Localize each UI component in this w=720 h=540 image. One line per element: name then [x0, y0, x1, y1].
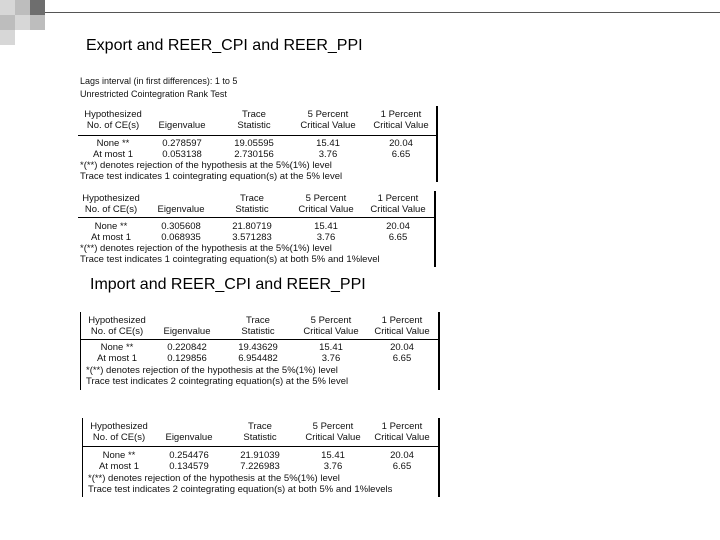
header-statistic: Statistic [235, 204, 269, 215]
header-hypothesized: Hypothesized [84, 109, 142, 120]
row-cv5: 15.41 [319, 342, 343, 353]
header-trace: Trace [248, 421, 272, 432]
panel-border [82, 418, 83, 497]
header-eigenvalue: Eigenvalue [157, 204, 205, 215]
row-cv5: 15.41 [314, 221, 338, 232]
row-eigenvalue: 0.254476 [169, 450, 209, 461]
panel-border [434, 191, 436, 267]
header-5-percent: 5 Percent [307, 109, 349, 120]
table-note: Trace test indicates 2 cointegrating equation(s) at both 5% and 1%levels [88, 484, 393, 495]
header-5-percent: 5 Percent [305, 193, 347, 204]
corner-square [30, 0, 45, 15]
header-rule [78, 135, 438, 136]
header-statistic: Statistic [237, 120, 271, 131]
row-cv5: 3.76 [321, 353, 341, 364]
row-cv5: 3.76 [323, 461, 343, 472]
corner-square [15, 15, 30, 30]
import-heading: Import and REER_CPI and REER_PPI [90, 276, 366, 293]
header-no-ce: No. of CE(s) [84, 204, 138, 215]
row-ce: None ** [96, 138, 130, 149]
row-ce: None ** [100, 342, 134, 353]
header-critical-value: Critical Value [300, 120, 356, 131]
header-eigenvalue: Eigenvalue [163, 326, 211, 337]
row-trace: 19.05595 [234, 138, 274, 149]
header-no-ce: No. of CE(s) [92, 432, 146, 443]
row-ce: None ** [94, 221, 128, 232]
table-note: Trace test indicates 2 cointegrating equation(s) at the 5% level [86, 376, 349, 387]
row-cv5: 15.41 [321, 450, 345, 461]
header-statistic: Statistic [241, 326, 275, 337]
header-trace: Trace [242, 109, 266, 120]
row-trace: 19.43629 [238, 342, 278, 353]
row-trace: 3.571283 [232, 232, 272, 243]
header-no-ce: No. of CE(s) [86, 120, 140, 131]
header-1-percent: 1 Percent [380, 109, 422, 120]
row-cv5: 15.41 [316, 138, 340, 149]
panel-border [438, 418, 440, 497]
header-rule [78, 217, 436, 218]
row-cv1: 20.04 [390, 450, 414, 461]
corner-square [30, 15, 45, 30]
table-note: *(**) denotes rejection of the hypothesis at the 5%(1%) level [80, 243, 332, 254]
table-note: *(**) denotes rejection of the hypothesis at the 5%(1%) level [88, 473, 340, 484]
header-statistic: Statistic [243, 432, 277, 443]
row-ce: At most 1 [96, 353, 138, 364]
header-critical-value: Critical Value [374, 326, 430, 337]
header-critical-value: Critical Value [303, 326, 359, 337]
row-cv1: 6.65 [388, 232, 408, 243]
header-rule [82, 446, 440, 447]
row-trace: 2.730156 [234, 149, 274, 160]
corner-square [0, 15, 15, 30]
cointegration-table [78, 191, 436, 267]
cointegration-table [80, 312, 440, 390]
row-eigenvalue: 0.220842 [167, 342, 207, 353]
header-eigenvalue: Eigenvalue [165, 432, 213, 443]
export-heading: Export and REER_CPI and REER_PPI [86, 37, 363, 54]
panel-border [436, 106, 438, 182]
cointegration-table [78, 106, 438, 182]
header-1-percent: 1 Percent [381, 421, 423, 432]
row-cv5: 3.76 [318, 149, 338, 160]
header-1-percent: 1 Percent [377, 193, 419, 204]
corner-square [0, 0, 15, 15]
corner-square [15, 0, 30, 15]
lags-line: Lags interval (in first differences): 1 to 5 [80, 76, 238, 86]
header-trace: Trace [246, 315, 270, 326]
row-eigenvalue: 0.305608 [161, 221, 201, 232]
row-eigenvalue: 0.134579 [169, 461, 209, 472]
row-eigenvalue: 0.053138 [162, 149, 202, 160]
header-critical-value: Critical Value [298, 204, 354, 215]
row-cv1: 20.04 [386, 221, 410, 232]
header-no-ce: No. of CE(s) [90, 326, 144, 337]
header-critical-value: Critical Value [373, 120, 429, 131]
row-trace: 6.954482 [238, 353, 278, 364]
header-hypothesized: Hypothesized [82, 193, 140, 204]
header-5-percent: 5 Percent [310, 315, 352, 326]
header-trace: Trace [240, 193, 264, 204]
row-cv1: 6.65 [391, 149, 411, 160]
row-ce: At most 1 [90, 232, 132, 243]
title-rule [45, 12, 720, 13]
table-note: Trace test indicates 1 cointegrating equation(s) at both 5% and 1%level [80, 254, 380, 265]
header-rule [80, 339, 440, 340]
corner-square [0, 30, 15, 45]
header-hypothesized: Hypothesized [90, 421, 148, 432]
table-note: *(**) denotes rejection of the hypothesis at the 5%(1%) level [80, 160, 332, 171]
row-ce: At most 1 [92, 149, 134, 160]
row-cv1: 6.65 [392, 461, 412, 472]
header-critical-value: Critical Value [370, 204, 426, 215]
row-ce: At most 1 [98, 461, 140, 472]
cointegration-table [82, 418, 440, 497]
row-ce: None ** [102, 450, 136, 461]
rank-test-line: Unrestricted Cointegration Rank Test [80, 89, 227, 99]
header-critical-value: Critical Value [305, 432, 361, 443]
header-critical-value: Critical Value [374, 432, 430, 443]
row-eigenvalue: 0.278597 [162, 138, 202, 149]
header-eigenvalue: Eigenvalue [158, 120, 206, 131]
row-eigenvalue: 0.068935 [161, 232, 201, 243]
header-hypothesized: Hypothesized [88, 315, 146, 326]
row-eigenvalue: 0.129856 [167, 353, 207, 364]
row-cv1: 20.04 [389, 138, 413, 149]
table-note: *(**) denotes rejection of the hypothesis at the 5%(1%) level [86, 365, 338, 376]
row-cv1: 20.04 [390, 342, 414, 353]
panel-border [80, 312, 81, 390]
row-cv5: 3.76 [316, 232, 336, 243]
table-note: Trace test indicates 1 cointegrating equation(s) at the 5% level [80, 171, 343, 182]
panel-border [438, 312, 440, 390]
row-cv1: 6.65 [392, 353, 412, 364]
row-trace: 21.91039 [240, 450, 280, 461]
row-trace: 7.226983 [240, 461, 280, 472]
header-5-percent: 5 Percent [312, 421, 354, 432]
header-1-percent: 1 Percent [381, 315, 423, 326]
row-trace: 21.80719 [232, 221, 272, 232]
corner-decoration [0, 0, 60, 50]
